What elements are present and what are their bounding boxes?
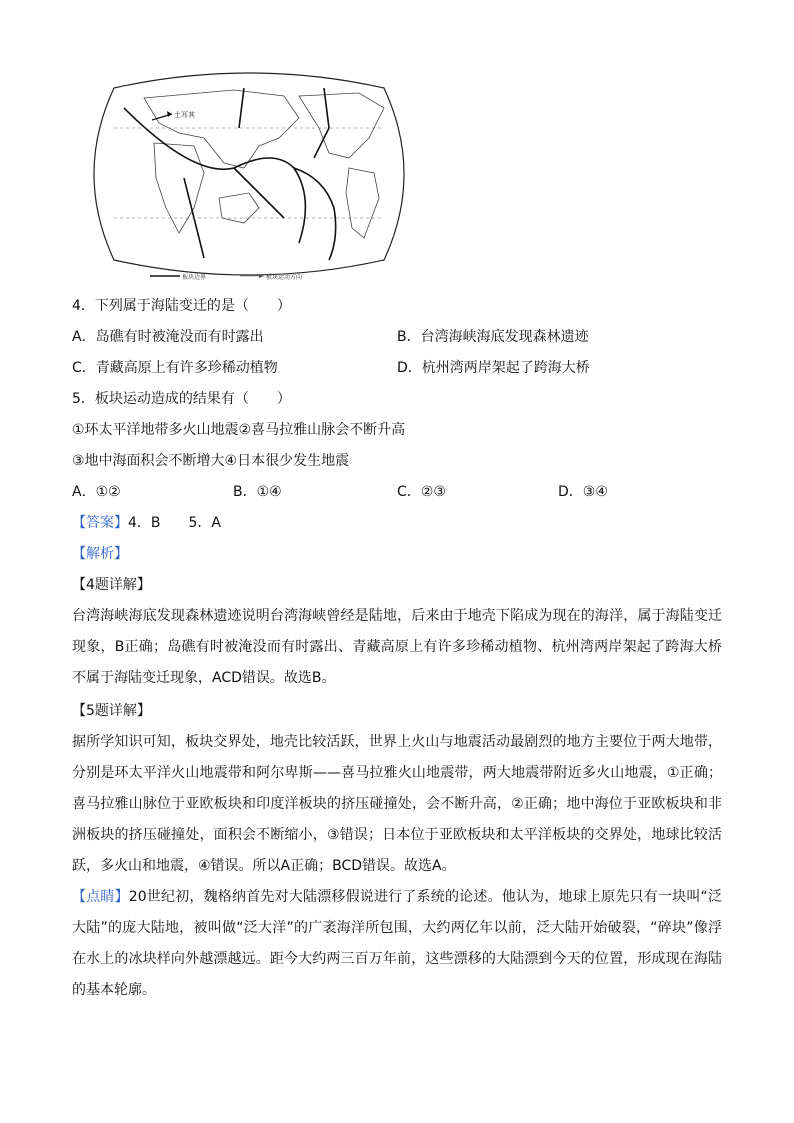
arrow-head-icon xyxy=(167,111,172,117)
answer-tag: 【答案】 xyxy=(72,515,128,531)
note-text: 20世纪初，魏格纳首先对大陆漂移假说进行了系统的论述。他认为，地球上原先只有一块叫“泛大陆”的庞大陆地，被叫做“泛大洋”的广袤海洋所包围，大约两亿年以前，泛大陆开始破裂，“碎块”像浮在水上的冰块样向外越漂越远。距今大约两三百万年前，这些漂移的大陆漂到今天的位置，形成现在海陆的基本轮廓。 xyxy=(72,889,722,998)
q5-statements-2: ③地中海面积会不断增大④日本很少发生地震 xyxy=(72,453,350,469)
q4-stem: 4．下列属于海陆变迁的是（ ） xyxy=(72,298,291,314)
q5-stem: 5．板块运动造成的结果有（ ） xyxy=(72,391,291,407)
note-tag: 【点睛】 xyxy=(72,889,129,905)
q5-option-c: C．②③ xyxy=(397,484,446,500)
q5-detail-tag: 【5题详解】 xyxy=(72,703,151,719)
q5-statements-1: ①环太平洋地带多火山地震②喜马拉雅山脉会不断升高 xyxy=(72,422,406,438)
analysis-tag: 【解析】 xyxy=(72,546,128,562)
q4-option-c: C．青藏高原上有许多珍稀动植物 xyxy=(72,360,278,376)
q5-option-d: D．③④ xyxy=(558,484,608,500)
turkey-label: 土耳其 xyxy=(174,111,195,119)
plate-map xyxy=(84,68,414,280)
continent-south-america xyxy=(346,168,379,238)
legend-arrow-motion xyxy=(240,273,264,279)
q4-detail-text: 台湾海峡海底发现森林遗迹说明台湾海峡曾经是陆地，后来由于地壳下陷成为现在的海洋，属于海陆变迁现象，B正确；岛礁有时被淹没而有时露出、青藏高原上有许多珍稀动植物、杭州湾两岸架起了跨海大桥不属于海陆变迁现象，ACD错误。故选B。 xyxy=(72,608,722,686)
answer-text: 4．B 5．A xyxy=(128,515,221,531)
continent-europe-asia xyxy=(144,90,299,168)
q4-option-a: A．岛礁有时被淹没而有时露出 xyxy=(72,329,264,345)
legend-boundary-label: 板块边界 xyxy=(182,274,207,281)
dashed-boundary xyxy=(114,128,384,218)
q4-option-d: D．杭州湾两岸架起了跨海大桥 xyxy=(397,360,590,376)
q5-detail-text: 据所学知识可知，板块交界处，地壳比较活跃，世界上火山与地震活动最剧烈的地方主要位于两大地带，分别是环太平洋火山地震带和阿尔卑斯——喜马拉雅火山地震带，两大地震带附近多火山地震，①正确；喜马拉雅山脉位于亚欧板块和印度洋板块的挤压碰撞处，会不断升高，②正确；地中海位于亚欧板块和非洲板块的挤压碰撞处，面积会不断缩小，③错误；日本位于亚欧板块和太平洋板块的交界处，地球比较活跃，多火山和地震，④错误。所以A正确；BCD错误。故选A。 xyxy=(72,734,722,874)
note-block xyxy=(72,882,722,1006)
q4-detail-tag: 【4题详解】 xyxy=(72,577,151,593)
answer-line xyxy=(72,513,221,533)
map-frame xyxy=(94,73,404,275)
legend-line-boundary xyxy=(150,273,180,279)
legend-motion-label: 板块运动方向 xyxy=(266,274,303,281)
continent-australia xyxy=(219,193,259,223)
continent-north-america xyxy=(299,93,384,158)
q5-option-a: A．①② xyxy=(72,484,121,500)
q4-option-b: B．台湾海峡海底发现森林遗迹 xyxy=(397,329,589,345)
q5-option-b: B．①④ xyxy=(233,484,282,500)
continent-africa xyxy=(154,143,204,233)
